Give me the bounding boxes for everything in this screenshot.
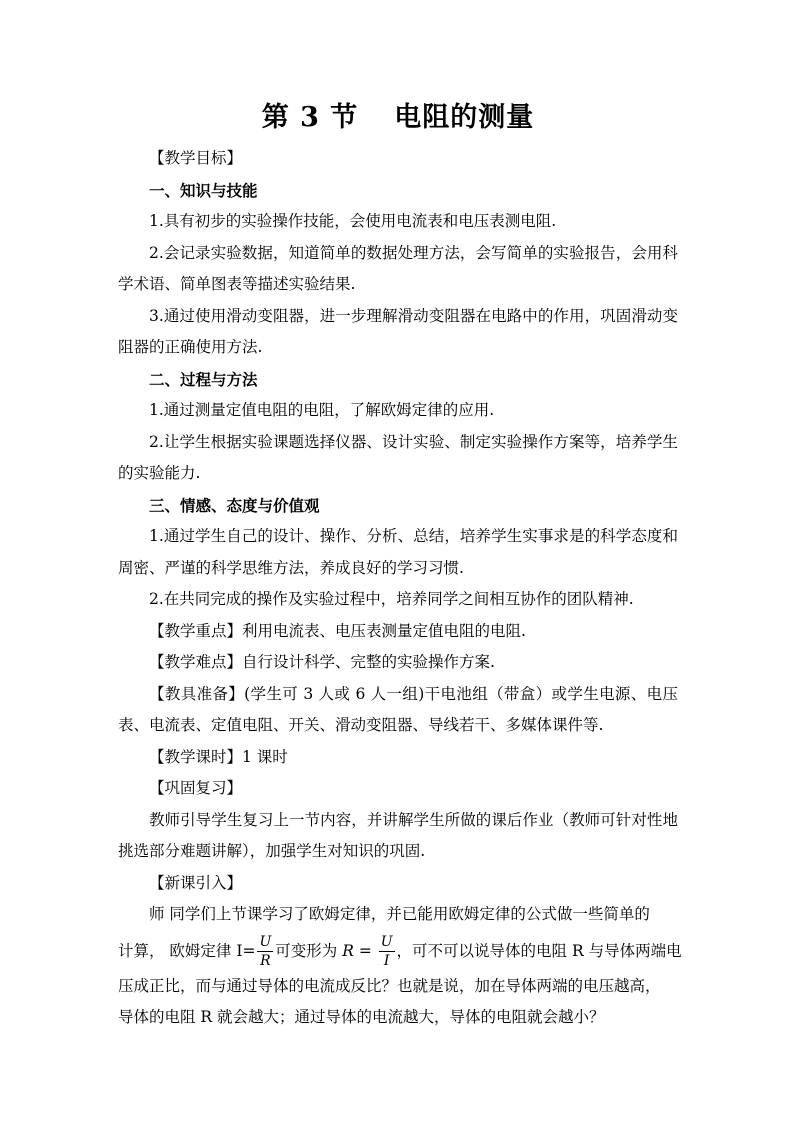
intro-post-formula: ，可不可以说导体的电阻 R 与导体两端电 <box>396 941 682 960</box>
intro-line-2 <box>118 931 682 971</box>
fraction-denominator: I <box>383 953 390 969</box>
knowledge-item: 3.通过使用滑动变阻器，进一步理解滑动变阻器在电路中的作用，巩固滑动变阻器的正确使用方法. <box>118 306 678 356</box>
intro-line-4: 导体的电阻 R 就会越大；通过导体的电流越大，导体的电阻就会越小？ <box>118 1008 605 1026</box>
fraction-bar <box>379 951 395 952</box>
section-name: 电阻的测量 <box>394 102 535 133</box>
review-text: 教师引导学生复习上一节内容，并讲解学生所做的课后作业（教师可针对性地挑选部分难题讲解），加强学生对知识的巩固. <box>118 810 678 860</box>
intro-paragraph <box>118 899 682 1034</box>
document-page <box>118 96 682 1034</box>
intro-label: 【新课引入】 <box>149 873 243 892</box>
process-heading: 二、过程与方法 <box>149 369 258 389</box>
emotion-item: 2.在共同完成的操作及实验过程中，培养同学之间相互协作的团队精神. <box>149 590 634 608</box>
difficulty: 【教学难点】自行设计科学、完整的实验操作方案. <box>149 653 495 671</box>
class-hours: 【教学课时】1 课时 <box>149 747 288 766</box>
fraction-numerator: U <box>380 934 393 950</box>
process-item: 2.让学生根据实验课题选择仪器、设计实验、制定实验操作方案等，培养学生的实验能力. <box>118 432 678 482</box>
fraction-numerator: U <box>259 934 272 950</box>
equipment: 【教具准备】(学生可 3 人或 6 人一组)干电池组（带盒）或学生电源、电压表、电流表、定值电阻、开关、滑动变阻器、导线若干、多媒体课件等. <box>118 684 678 734</box>
section-number: 第 3 节 <box>261 102 359 133</box>
resistance-fraction <box>379 935 395 968</box>
intro-line-1: 师 同学们上节课学习了欧姆定律，并已能用欧姆定律的公式做一些简单的 <box>149 905 650 923</box>
fraction-bar <box>257 951 273 952</box>
ohm-law-fraction <box>257 935 273 968</box>
intro-mid-text: 可变形为 <box>275 941 343 960</box>
review-label: 【巩固复习】 <box>149 779 243 797</box>
resistance-symbol: R <box>342 941 354 960</box>
emotion-heading: 三、情感、态度与价值观 <box>149 495 320 515</box>
fraction-denominator: R <box>260 953 271 969</box>
knowledge-item: 2.会记录实验数据，知道简单的数据处理方法，会写简单的实验报告，会用科学术语、简单图表等描述实验结果. <box>118 243 678 293</box>
emotion-item: 1.通过学生自己的设计、操作、分析、总结，培养学生实事求是的科学态度和周密、严谨的科学思维方法，养成良好的学习习惯. <box>118 527 678 577</box>
key-point: 【教学重点】利用电流表、电压表测量定值电阻的电阻. <box>149 621 526 640</box>
objectives-label: 【教学目标】 <box>149 149 243 167</box>
process-item: 1.通过测量定值电阻的电阻，了解欧姆定律的应用. <box>149 401 495 419</box>
knowledge-item: 1.具有初步的实验操作技能，会使用电流表和电压表测电阻. <box>149 212 557 230</box>
page-title <box>118 96 678 140</box>
equals-sign: = <box>353 941 377 960</box>
intro-line-3: 压成正比，而与通过导体的电流成反比？也就是说，加在导体两端的电压越高， <box>118 976 661 995</box>
knowledge-heading: 一、知识与技能 <box>149 180 258 200</box>
intro-pre-formula: 计算， 欧姆定律 I= <box>118 941 256 960</box>
